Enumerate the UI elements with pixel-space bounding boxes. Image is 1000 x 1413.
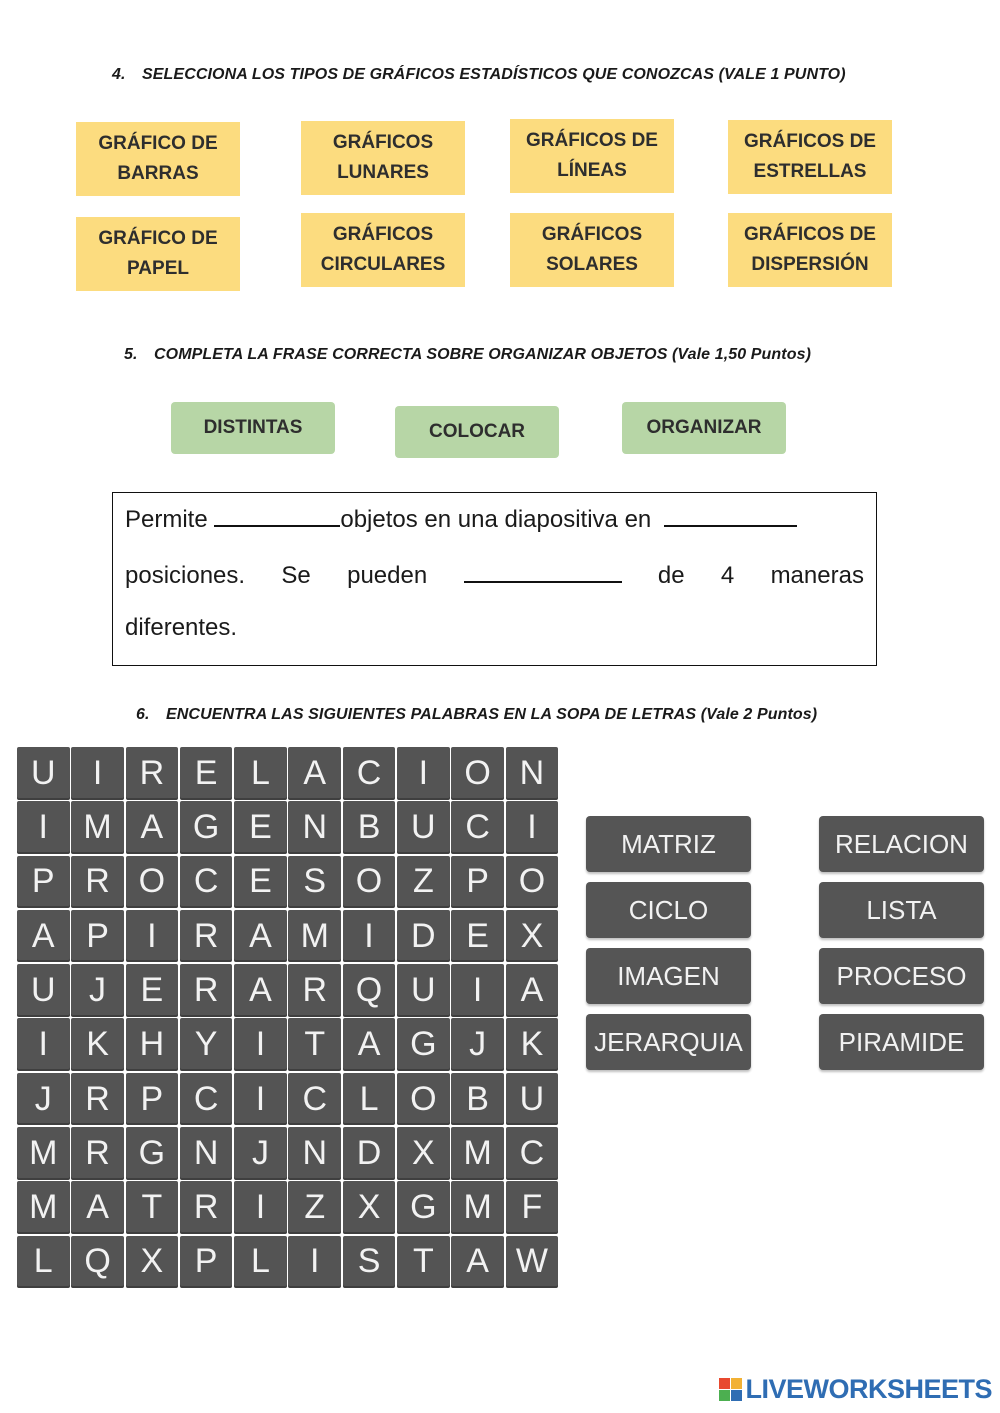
grid-cell[interactable]: I	[343, 910, 396, 963]
grid-cell[interactable]: Q	[71, 1236, 124, 1289]
grid-cell[interactable]: R	[180, 964, 233, 1017]
grid-cell[interactable]: M	[71, 801, 124, 854]
grid-cell[interactable]: A	[17, 910, 70, 963]
grid-cell[interactable]: D	[397, 910, 450, 963]
sentence-line-1	[125, 503, 864, 534]
grid-cell[interactable]: Z	[397, 856, 450, 909]
grid-cell[interactable]: Y	[180, 1018, 233, 1071]
grid-cell[interactable]: X	[506, 910, 559, 963]
sentence-text: posiciones.	[125, 562, 246, 589]
section-6-heading	[136, 706, 817, 724]
grid-cell[interactable]: U	[397, 964, 450, 1017]
grid-cell[interactable]: A	[234, 964, 287, 1017]
grid-cell[interactable]: T	[288, 1018, 341, 1071]
grid-cell[interactable]: Z	[288, 1181, 341, 1234]
sentence-text: de	[657, 562, 685, 589]
grid-cell[interactable]: L	[234, 1236, 287, 1289]
grid-cell[interactable]: L	[234, 747, 287, 800]
grid-cell[interactable]: O	[451, 747, 504, 800]
grid-cell[interactable]: G	[397, 1181, 450, 1234]
sentence-text: diferentes.	[125, 614, 238, 641]
sentence-text: Se	[281, 562, 311, 589]
word-tile-imagen: IMAGEN	[586, 948, 751, 1004]
word-tile-ciclo: CICLO	[586, 882, 751, 938]
grid-cell[interactable]: S	[288, 856, 341, 909]
grid-cell[interactable]: C	[451, 801, 504, 854]
grid-cell[interactable]: M	[17, 1181, 70, 1234]
grid-cell[interactable]: M	[451, 1127, 504, 1180]
grid-cell[interactable]: L	[343, 1073, 396, 1126]
option-graficos-de-dispersion[interactable]: GRÁFICOS DE DISPERSIÓN	[728, 213, 892, 287]
grid-cell[interactable]: X	[343, 1181, 396, 1234]
grid-cell[interactable]: B	[343, 801, 396, 854]
word-bank-distintas[interactable]: DISTINTAS	[171, 402, 335, 454]
word-tile-piramide: PIRAMIDE	[819, 1014, 984, 1070]
sentence-text: objetos en una diapositiva en	[340, 506, 658, 533]
grid-cell[interactable]: B	[451, 1073, 504, 1126]
logo-square	[731, 1390, 742, 1401]
grid-cell[interactable]: A	[343, 1018, 396, 1071]
logo-square	[731, 1378, 742, 1389]
grid-cell[interactable]: N	[506, 747, 559, 800]
sentence-text: pueden	[347, 562, 428, 589]
grid-cell[interactable]: E	[234, 801, 287, 854]
grid-cell[interactable]: N	[180, 1127, 233, 1180]
grid-cell[interactable]: C	[288, 1073, 341, 1126]
grid-cell[interactable]: M	[17, 1127, 70, 1180]
grid-cell[interactable]: R	[71, 1073, 124, 1126]
grid-cell[interactable]: P	[71, 910, 124, 963]
grid-cell[interactable]: P	[180, 1236, 233, 1289]
sentence-text: maneras	[770, 562, 864, 589]
section-5-heading	[124, 346, 811, 364]
section-6-title: ENCUENTRA LAS SIGUIENTES PALABRAS EN LA SOPA DE LETRAS (Vale 2 Puntos)	[166, 706, 818, 723]
grid-cell[interactable]: T	[397, 1236, 450, 1289]
grid-cell[interactable]: P	[451, 856, 504, 909]
grid-cell[interactable]: X	[126, 1236, 179, 1289]
grid-cell[interactable]: R	[288, 964, 341, 1017]
grid-cell[interactable]: N	[288, 1127, 341, 1180]
grid-cell[interactable]: I	[234, 1073, 287, 1126]
grid-cell[interactable]: K	[71, 1018, 124, 1071]
option-graficos-circulares[interactable]: GRÁFICOS CIRCULARES	[301, 213, 465, 287]
section-4-heading	[112, 66, 846, 84]
word-search-grid	[17, 747, 560, 1287]
sentence-text: 4	[720, 562, 735, 589]
grid-cell[interactable]: S	[343, 1236, 396, 1289]
grid-cell[interactable]: H	[126, 1018, 179, 1071]
grid-cell[interactable]: G	[180, 801, 233, 854]
grid-cell[interactable]: M	[288, 910, 341, 963]
grid-cell[interactable]: O	[397, 1073, 450, 1126]
grid-cell[interactable]: R	[71, 1127, 124, 1180]
fill-in-sentence-box	[112, 492, 877, 666]
answer-blank-3[interactable]	[464, 559, 622, 583]
grid-cell[interactable]: P	[17, 856, 70, 909]
grid-cell[interactable]: A	[234, 910, 287, 963]
liveworksheets-logo	[719, 1374, 992, 1405]
grid-cell[interactable]: R	[126, 747, 179, 800]
grid-cell[interactable]: K	[506, 1018, 559, 1071]
option-graficos-de-estrellas[interactable]: GRÁFICOS DE ESTRELLAS	[728, 120, 892, 194]
grid-cell[interactable]: C	[506, 1127, 559, 1180]
option-graficos-solares[interactable]: GRÁFICOS SOLARES	[510, 213, 674, 287]
grid-cell[interactable]: J	[71, 964, 124, 1017]
grid-cell[interactable]: C	[180, 1073, 233, 1126]
grid-cell[interactable]: I	[506, 801, 559, 854]
logo-square	[719, 1390, 730, 1401]
grid-cell[interactable]: J	[451, 1018, 504, 1071]
section-4-title: SELECCIONA LOS TIPOS DE GRÁFICOS ESTADÍSTICOS QUE CONOZCAS (VALE 1 PUNTO)	[142, 66, 846, 83]
grid-cell[interactable]: A	[451, 1236, 504, 1289]
grid-cell[interactable]: F	[506, 1181, 559, 1234]
grid-cell[interactable]: O	[126, 856, 179, 909]
sentence-text: Permite	[125, 506, 215, 533]
grid-cell[interactable]: I	[234, 1018, 287, 1071]
grid-cell[interactable]: A	[506, 964, 559, 1017]
word-tile-proceso: PROCESO	[819, 948, 984, 1004]
grid-cell[interactable]: N	[288, 801, 341, 854]
grid-cell[interactable]: R	[180, 1181, 233, 1234]
option-graficos-de-lineas[interactable]: GRÁFICOS DE LÍNEAS	[510, 119, 674, 193]
word-tile-lista: LISTA	[819, 882, 984, 938]
grid-cell[interactable]: A	[288, 747, 341, 800]
section-5-title: COMPLETA LA FRASE CORRECTA SOBRE ORGANIZAR OBJETOS (Vale 1,50 Puntos)	[154, 346, 812, 363]
grid-cell[interactable]: I	[397, 747, 450, 800]
grid-cell[interactable]: G	[397, 1018, 450, 1071]
liveworksheets-logo-icon	[719, 1378, 742, 1401]
grid-cell[interactable]: R	[180, 910, 233, 963]
option-grafico-de-barras[interactable]: GRÁFICO DE BARRAS	[76, 122, 240, 196]
grid-cell[interactable]: L	[17, 1236, 70, 1289]
grid-cell[interactable]: J	[17, 1073, 70, 1126]
grid-cell[interactable]: D	[343, 1127, 396, 1180]
grid-cell[interactable]: I	[451, 964, 504, 1017]
grid-cell[interactable]: E	[180, 747, 233, 800]
word-tile-jerarquia: JERARQUIA	[586, 1014, 751, 1070]
grid-cell[interactable]: I	[288, 1236, 341, 1289]
section-6-number: 6.	[136, 706, 150, 723]
grid-cell[interactable]: E	[234, 856, 287, 909]
word-tile-relacion: RELACION	[819, 816, 984, 872]
section-5-number: 5.	[124, 346, 138, 363]
grid-cell[interactable]: Q	[343, 964, 396, 1017]
grid-cell[interactable]: O	[343, 856, 396, 909]
grid-cell[interactable]: R	[71, 856, 124, 909]
grid-cell[interactable]: W	[506, 1236, 559, 1289]
grid-cell[interactable]: I	[126, 910, 179, 963]
grid-cell[interactable]: I	[234, 1181, 287, 1234]
grid-cell[interactable]: X	[397, 1127, 450, 1180]
grid-cell[interactable]: U	[17, 964, 70, 1017]
grid-cell[interactable]: U	[17, 747, 70, 800]
answer-blank-1[interactable]	[214, 503, 340, 527]
grid-cell[interactable]: A	[71, 1181, 124, 1234]
logo-square	[719, 1378, 730, 1389]
grid-cell[interactable]: M	[451, 1181, 504, 1234]
grid-cell[interactable]: E	[126, 964, 179, 1017]
grid-cell[interactable]: U	[506, 1073, 559, 1126]
grid-cell[interactable]: I	[71, 747, 124, 800]
answer-blank-2[interactable]	[664, 503, 797, 527]
grid-cell[interactable]: C	[180, 856, 233, 909]
grid-cell[interactable]: G	[126, 1127, 179, 1180]
sentence-line-2	[125, 559, 864, 590]
grid-cell[interactable]: A	[126, 801, 179, 854]
grid-cell[interactable]: O	[506, 856, 559, 909]
liveworksheets-logo-text: LIVEWORKSHEETS	[745, 1374, 992, 1404]
grid-cell[interactable]: T	[126, 1181, 179, 1234]
option-grafico-de-papel[interactable]: GRÁFICO DE PAPEL	[76, 217, 240, 291]
grid-cell[interactable]: E	[451, 910, 504, 963]
grid-cell[interactable]: U	[397, 801, 450, 854]
section-4-number: 4.	[112, 66, 126, 83]
word-tile-matriz: MATRIZ	[586, 816, 751, 872]
grid-cell[interactable]: I	[17, 1018, 70, 1071]
word-bank-organizar[interactable]: ORGANIZAR	[622, 402, 786, 454]
grid-cell[interactable]: C	[343, 747, 396, 800]
option-graficos-lunares[interactable]: GRÁFICOS LUNARES	[301, 121, 465, 195]
grid-cell[interactable]: P	[126, 1073, 179, 1126]
grid-cell[interactable]: I	[17, 801, 70, 854]
grid-cell[interactable]: J	[234, 1127, 287, 1180]
word-bank-colocar[interactable]: COLOCAR	[395, 406, 559, 458]
sentence-line-3	[125, 614, 864, 642]
